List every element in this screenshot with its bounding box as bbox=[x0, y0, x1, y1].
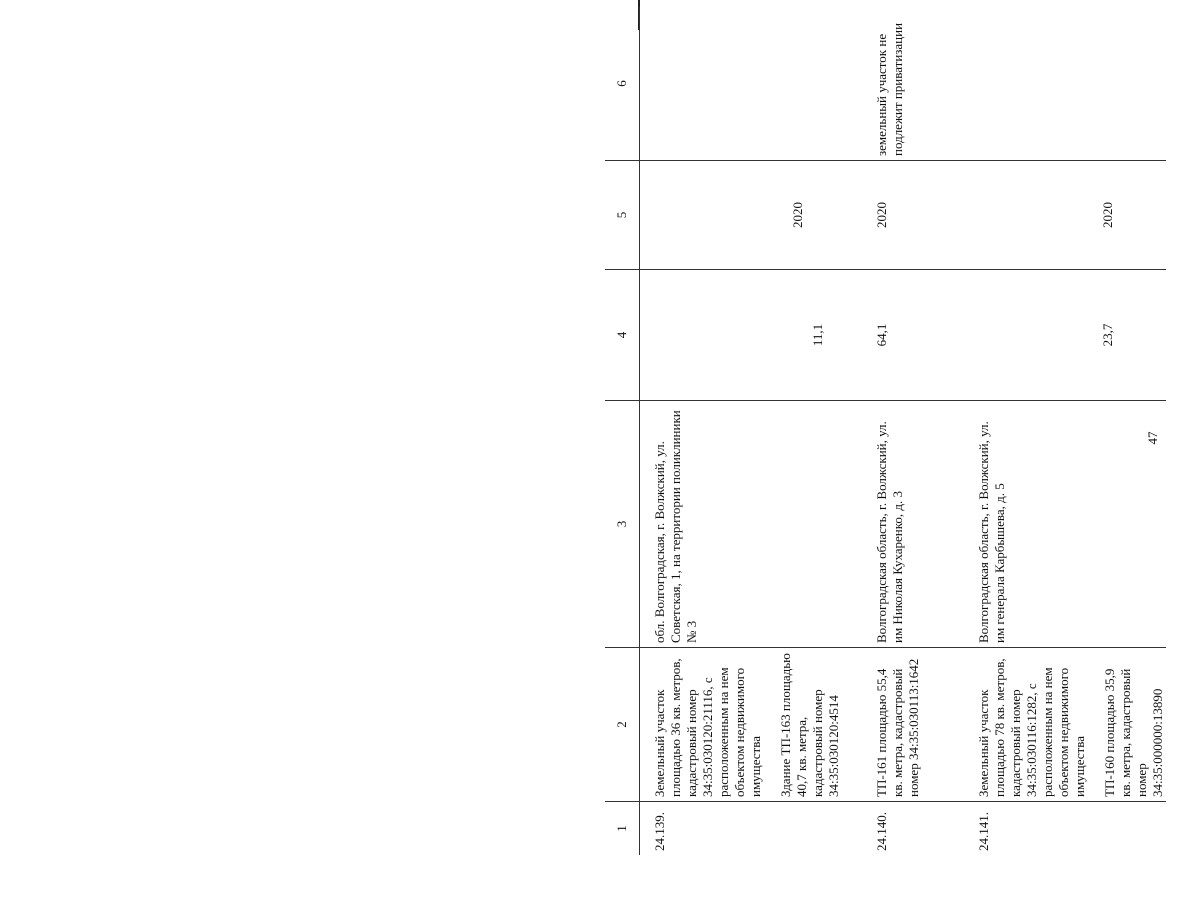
address: Волгоградская область, г. Волжский, ул. им Николая Кухаренко, д. 3 bbox=[862, 401, 964, 648]
column-header-5: 5 bbox=[605, 161, 640, 270]
object-text: Земельный участок площадью 78 кв. метров, кадастровый номер 34:35:030116:1282, с расположенным на нем объектом недвижимого имущества bbox=[976, 658, 1087, 797]
row-number: 24.141. bbox=[976, 812, 991, 851]
property-table bbox=[605, 7, 1166, 855]
object-description bbox=[640, 648, 863, 802]
area-value bbox=[640, 270, 863, 401]
column-header-6: 6 bbox=[605, 7, 640, 161]
object-building-text: Здание ТП-163 площадью 40,7 кв. метра, кадастровый номер 34:35:030120:4514 bbox=[778, 653, 841, 797]
column-header-1: 1 bbox=[605, 802, 640, 856]
note bbox=[640, 7, 863, 161]
year-value: 2020 bbox=[862, 161, 964, 270]
rotated-page bbox=[605, 15, 1185, 855]
address: обл. Волгоградская, г. Волжский, ул. Советская, 1, на территории поликлиники № 3 bbox=[640, 401, 863, 648]
object-description: ТП-161 площадью 55,4 кв. метра, кадастровый номер 34:35:030113:1642 bbox=[862, 648, 964, 802]
year-value-text: 2020 bbox=[1100, 202, 1115, 228]
object-building-text: ТП-160 площадью 35,9 кв. метра, кадастровый номер 34:35:000000:13890 bbox=[1102, 668, 1165, 797]
object-text: Земельный участок площадью 36 кв. метров, кадастровый номер 34:35:030120:21116, с расположенным на нем объектом недвижимого имущества bbox=[652, 658, 763, 797]
object-description bbox=[964, 648, 1166, 802]
area-value-text: 23,7 bbox=[1100, 323, 1115, 347]
row-number: 24.139. bbox=[652, 812, 667, 851]
table-row bbox=[640, 7, 863, 855]
table-row bbox=[862, 7, 964, 855]
area-value: 64,1 bbox=[862, 270, 964, 401]
address: Волгоградская область, г. Волжский, ул. им генерала Карбышева, д. 5 bbox=[964, 401, 1166, 648]
row-number: 24.140. bbox=[874, 812, 889, 851]
note: земельный участок не подлежит приватизации bbox=[862, 7, 964, 161]
header-row bbox=[605, 7, 640, 855]
area-value bbox=[964, 270, 1166, 401]
area-value-text: 11,1 bbox=[810, 323, 825, 347]
column-header-4: 4 bbox=[605, 270, 640, 401]
table-row bbox=[964, 7, 1166, 855]
year-value bbox=[964, 161, 1166, 270]
column-header-2: 2 bbox=[605, 648, 640, 802]
year-value-text: 2020 bbox=[790, 202, 805, 228]
note bbox=[964, 7, 1166, 161]
column-header-3: 3 bbox=[605, 401, 640, 648]
year-value bbox=[640, 161, 863, 270]
page-number: 47 bbox=[1145, 431, 1160, 445]
